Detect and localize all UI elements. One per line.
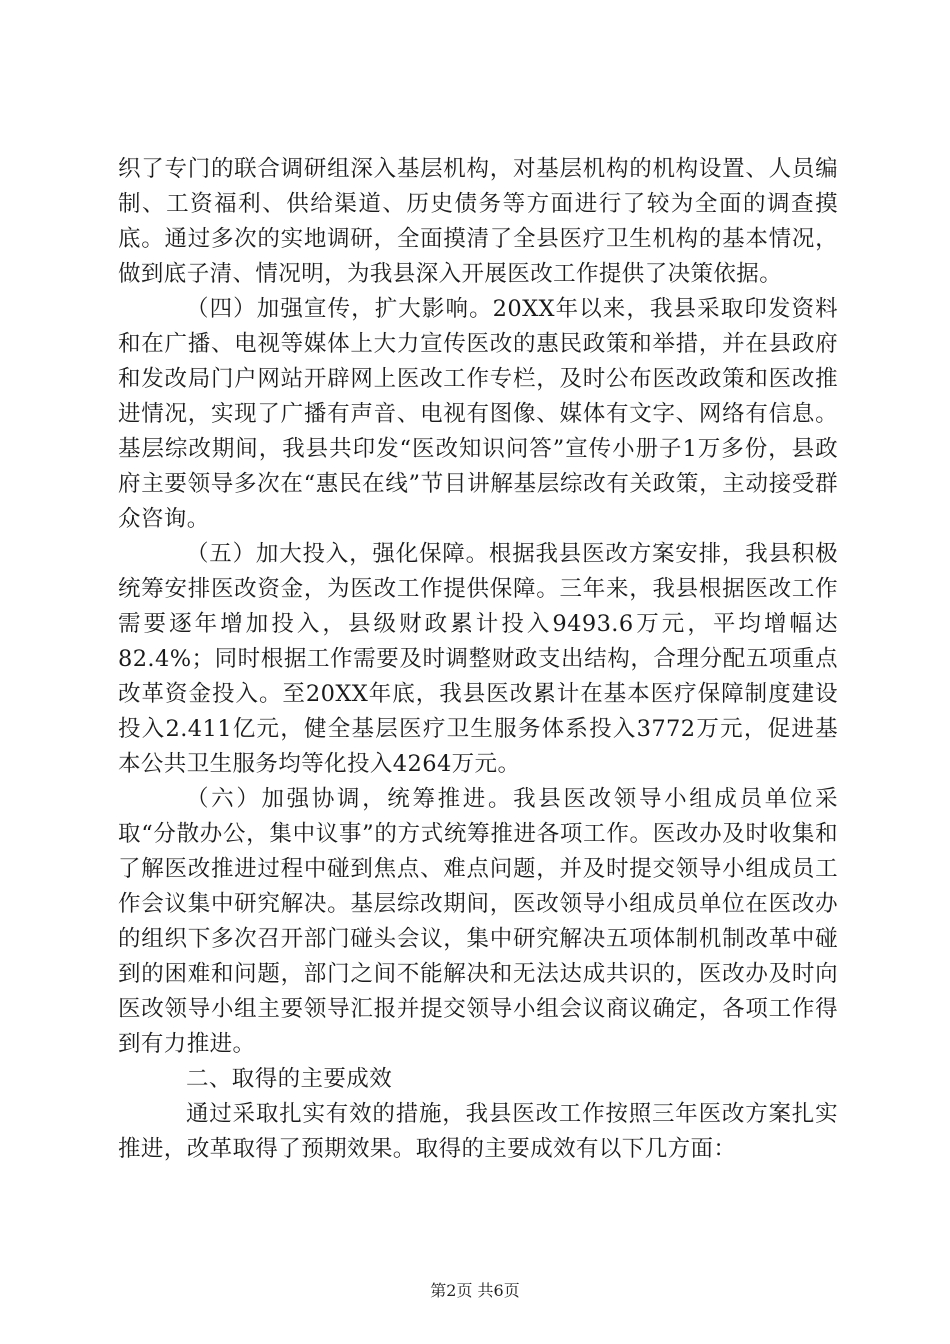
paragraph-results: 通过采取扎实有效的措施，我县医改工作按照三年医改方案扎实推进，改革取得了预期效果。取得的主要成效有以下几方面： [118,1101,838,1162]
paragraph-coordination: （六）加强协调，统筹推进。我县医改领导小组成员单位采取“分散办公，集中议事”的方式统筹推进各项工作。医改办及时收集和了解医改推进过程中碰到焦点、难点问题，并及时提交领导小组成员工作会议集中研究解决。基层综改期间，医改领导小组成员单位在医改办的组织下多次召开部门碰头会议，集中研究解决五项体制机制改革中碰到的困难和问题，部门之间不能解决和无法达成共识的，医改办及时向医改领导小组主要领导汇报并提交领导小组会议商议确定，各项工作得到有力推进。 [118,786,838,1057]
page-number-footer: 第2页 共6页 [430,1281,520,1300]
paragraph-research-findings: 织了专门的联合调研组深入基层机构，对基层机构的机构设置、人员编制、工资福利、供给渠道、历史债务等方面进行了较为全面的调查摸底。通过多次的实地调研，全面摸清了全县医疗卫生机构的基本情况，做到底子清、情况明，为我县深入开展医改工作提供了决策依据。 [118,156,838,287]
section-heading: 二、取得的主要成效 [186,1066,393,1092]
paragraph-publicity: （四）加强宣传，扩大影响。20XX年以来，我县采取印发资料和在广播、电视等媒体上大力宣传医改的惠民政策和举措，并在县政府和发改局门户网站开辟网上医改工作专栏，及时公布医改政策和医改推进情况，实现了广播有声音、电视有图像、媒体有文字、网络有信息。基层综改期间，我县共印发“医改知识问答”宣传小册子1万多份，县政府主要领导多次在“惠民在线”节目讲解基层综改有关政策，主动接受群众咨询。 [118,296,838,532]
paragraph-investment: （五）加大投入，强化保障。根据我县医改方案安排，我县积极统筹安排医改资金，为医改工作提供保障。三年来，我县根据医改工作需要逐年增加投入，县级财政累计投入9493.6万元，平均增幅达82.4%；同时根据工作需要及时调整财政支出结构，合理分配五项重点改革资金投入。至20XX年底，我县医改累计在基本医疗保障制度建设投入2.411亿元，健全基层医疗卫生服务体系投入3772万元，促进基本公共卫生服务均等化投入4264万元。 [118,541,838,777]
document-body [118,152,838,1167]
